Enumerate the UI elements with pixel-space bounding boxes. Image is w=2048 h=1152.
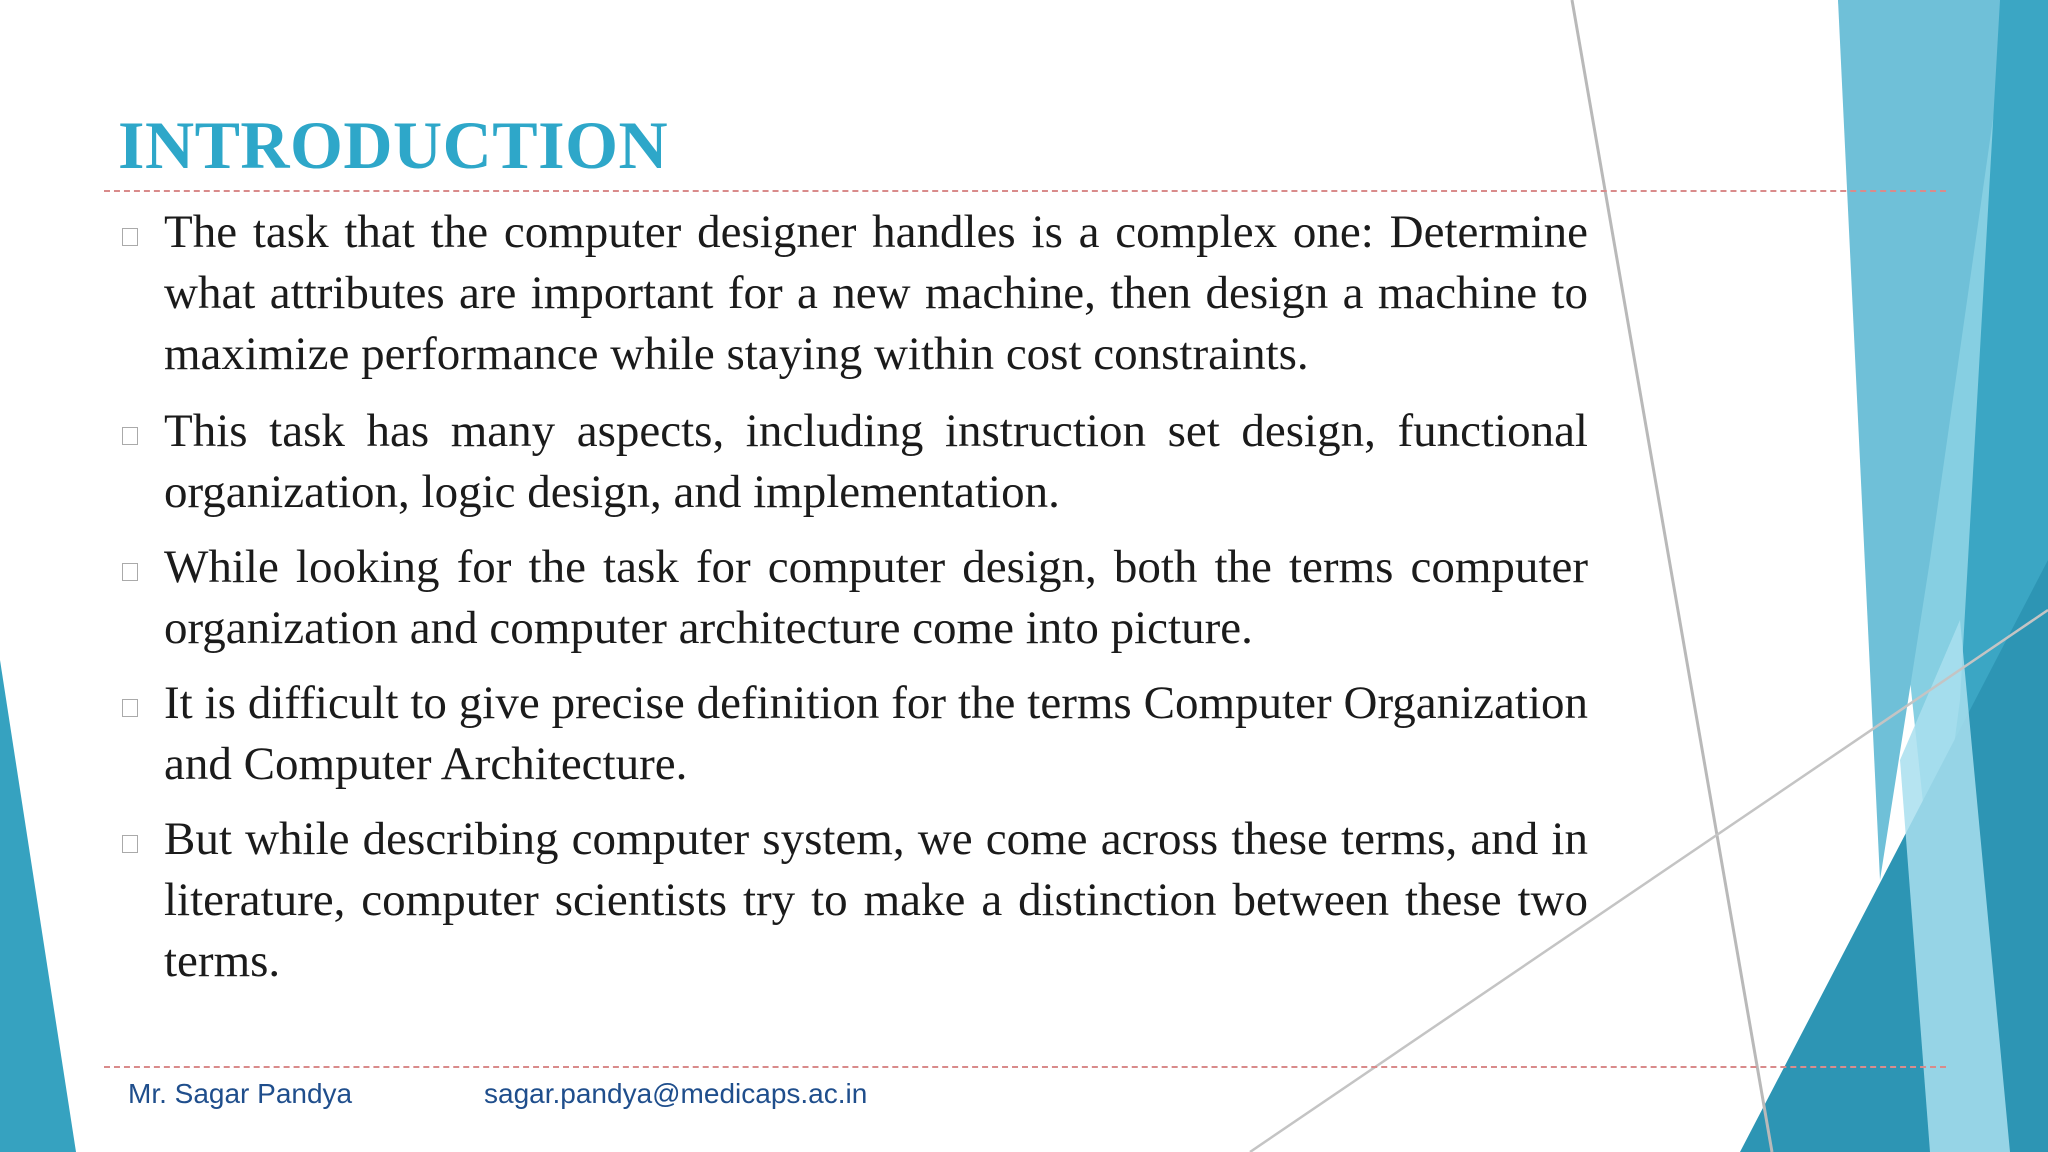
bullet-text: But while describing computer system, we come across these terms, and in literature, computer scientists try to make a distinction between these two terms. bbox=[164, 813, 1588, 987]
footer-author: Mr. Sagar Pandya bbox=[128, 1078, 353, 1109]
diagonal-line-vertical bbox=[1572, 0, 1772, 1152]
bullet-text: The task that the computer designer handles is a complex one: Determine what attributes are important for a new machine, then design a machine to maximize performance while staying within cost constraints. bbox=[164, 206, 1588, 380]
bullet-item bbox=[118, 401, 1588, 523]
slide-title: INTRODUCTION bbox=[118, 107, 669, 183]
hollow-square-bullet-icon bbox=[122, 427, 138, 445]
footer-email: sagar.pandya@medicaps.ac.in bbox=[484, 1078, 868, 1109]
bullet-item bbox=[118, 202, 1588, 385]
bullet-item bbox=[118, 537, 1588, 659]
left-facet bbox=[0, 660, 76, 1152]
bullet-item bbox=[118, 673, 1588, 795]
footer-divider bbox=[104, 1066, 1946, 1068]
bullet-item bbox=[118, 809, 1588, 992]
hollow-square-bullet-icon bbox=[122, 835, 138, 853]
title-divider bbox=[104, 190, 1946, 192]
bullet-list bbox=[118, 198, 1588, 992]
hollow-square-bullet-icon bbox=[122, 228, 138, 246]
hollow-square-bullet-icon bbox=[122, 563, 138, 581]
bullet-text: It is difficult to give precise definition for the terms Computer Organization and Computer Architecture. bbox=[164, 677, 1588, 790]
hollow-square-bullet-icon bbox=[122, 699, 138, 717]
bullet-text: While looking for the task for computer design, both the terms computer organization and computer architecture come into picture. bbox=[164, 541, 1588, 654]
bullet-text: This task has many aspects, including instruction set design, functional organization, logic design, and implementation. bbox=[164, 405, 1588, 518]
